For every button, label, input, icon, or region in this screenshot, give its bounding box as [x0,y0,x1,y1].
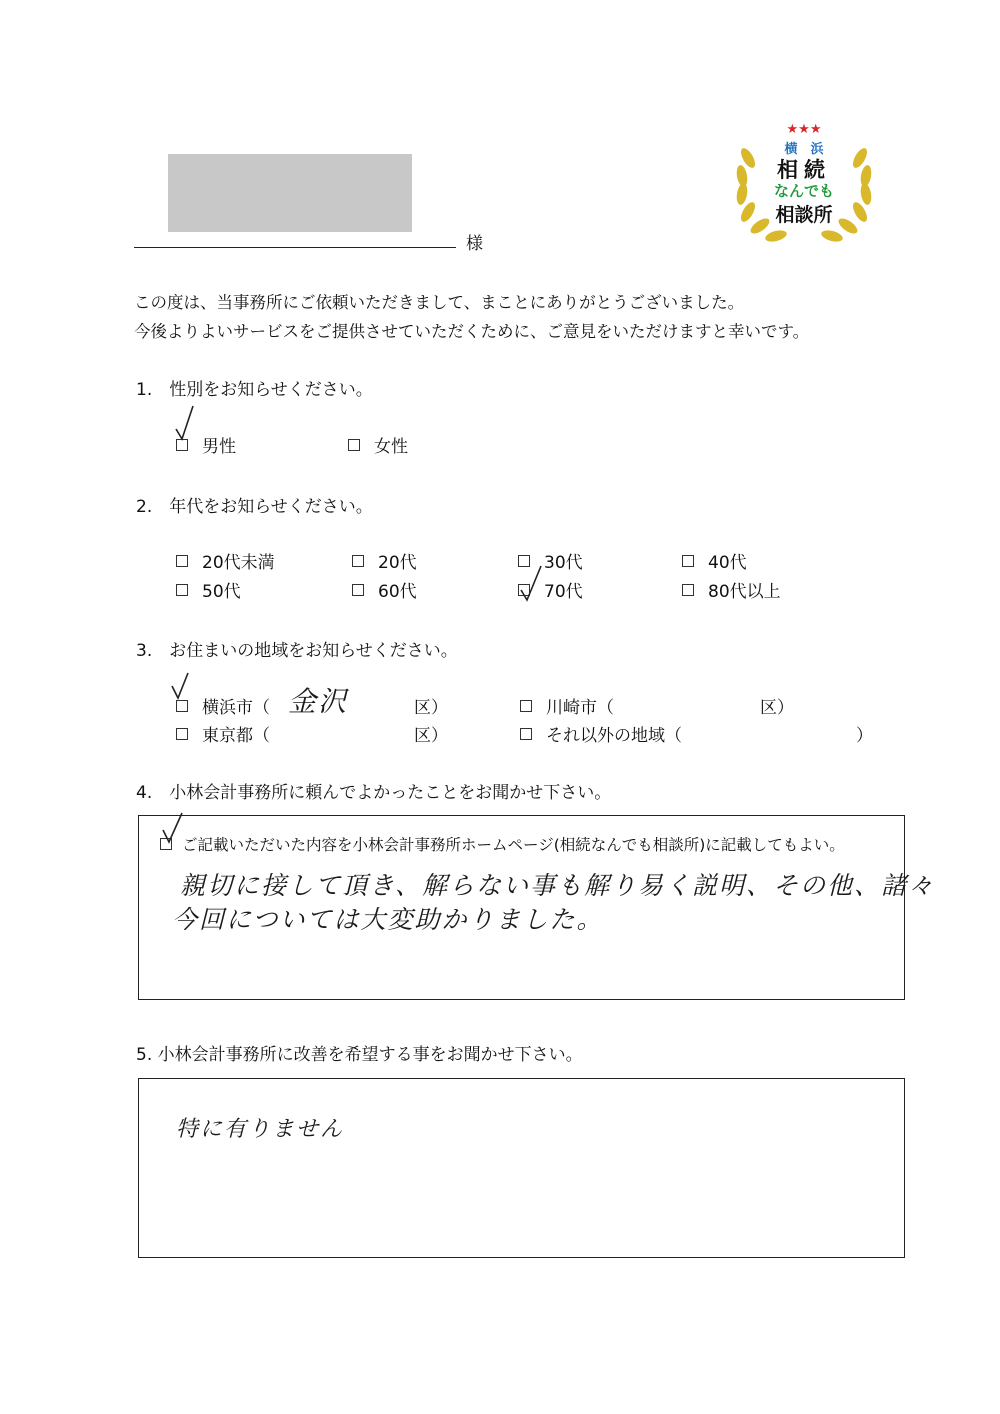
q2-title: 2. 年代をお知らせください。 [136,497,373,517]
checkmark-icon [174,403,196,443]
q3-yokohama-suffix: 区） [414,698,448,718]
checkbox[interactable] [520,728,532,740]
q3-yokohama-ward-answer: 金沢 [288,685,349,718]
q3-title: 3. お住まいの地域をお知らせください。 [136,641,458,661]
q2-option-50s[interactable]: 50代 [176,577,241,602]
q4-consent-option[interactable]: ご記載いただいた内容を小林会計事務所ホームページ(相続なんでも相談所)に記載してもよい。 [160,833,845,855]
q5-answer-box[interactable] [138,1078,905,1258]
q2-option-70s[interactable]: 70代 [518,577,583,602]
logo-line1: 横 浜 [784,142,824,157]
logo-line2: 相続 [777,158,831,182]
q3-other-suffix: ） [856,726,873,746]
intro-line-1: この度は、当事務所にご依頼いただきまして、まことにありがとうございました。 [134,293,745,312]
logo-emblem [730,118,878,250]
logo-line3: なんでも [773,182,834,200]
q2-option-40s[interactable]: 40代 [682,548,747,573]
checkbox[interactable] [682,555,694,567]
q3-option-tokyo[interactable]: 東京都（ [176,721,270,746]
checkbox[interactable] [176,555,188,567]
q2-option-30s[interactable]: 30代 [518,548,583,573]
q2-option-60s[interactable]: 60代 [352,577,417,602]
q3-tokyo-suffix: 区） [414,726,448,746]
q2-option-20s[interactable]: 20代 [352,548,417,573]
redacted-name-block [168,154,412,232]
q5-answer: 特に有りません [176,1117,345,1142]
q3-option-yokohama[interactable]: 横浜市（ [176,693,270,718]
q1-title: 1. 性別をお知らせください。 [136,380,373,400]
q4-answer-line-1: 親切に接して頂き、解らない事も解り易く説明、その他、諸々 [180,871,936,900]
checkmark-icon [517,562,545,604]
checkbox[interactable] [176,584,188,596]
q5-title: 5. 小林会計事務所に改善を希望する事をお聞かせ下さい。 [136,1045,583,1065]
checkbox[interactable] [348,439,360,451]
name-underline [134,247,456,248]
q1-option-male[interactable]: 男性 [176,432,236,457]
q3-option-kawasaki[interactable]: 川崎市（ [520,693,614,718]
logo-stars: ★★★ [786,122,822,137]
q1-option-female[interactable]: 女性 [348,432,408,457]
checkbox[interactable] [682,584,694,596]
logo-line4: 相談所 [775,204,833,226]
q2-option-80s-plus[interactable]: 80代以上 [682,577,781,602]
q3-kawasaki-suffix: 区） [760,698,794,718]
checkbox[interactable] [520,700,532,712]
q4-answer-line-2: 今回については大変助かりました。 [172,905,604,934]
checkmark-icon [160,810,186,846]
checkmark-icon [170,670,192,706]
checkbox[interactable] [352,584,364,596]
q2-option-under20[interactable]: 20代未満 [176,548,275,573]
q4-title: 4. 小林会計事務所に頼んでよかったことをお聞かせ下さい。 [136,783,612,803]
checkbox[interactable] [352,555,364,567]
intro-line-2: 今後よりよいサービスをご提供させていただくために、ご意見をいただけますと幸いです。 [134,322,810,341]
honorific-label: 様 [466,234,483,254]
checkbox[interactable] [176,728,188,740]
q3-option-other[interactable]: それ以外の地域（ [520,721,682,746]
